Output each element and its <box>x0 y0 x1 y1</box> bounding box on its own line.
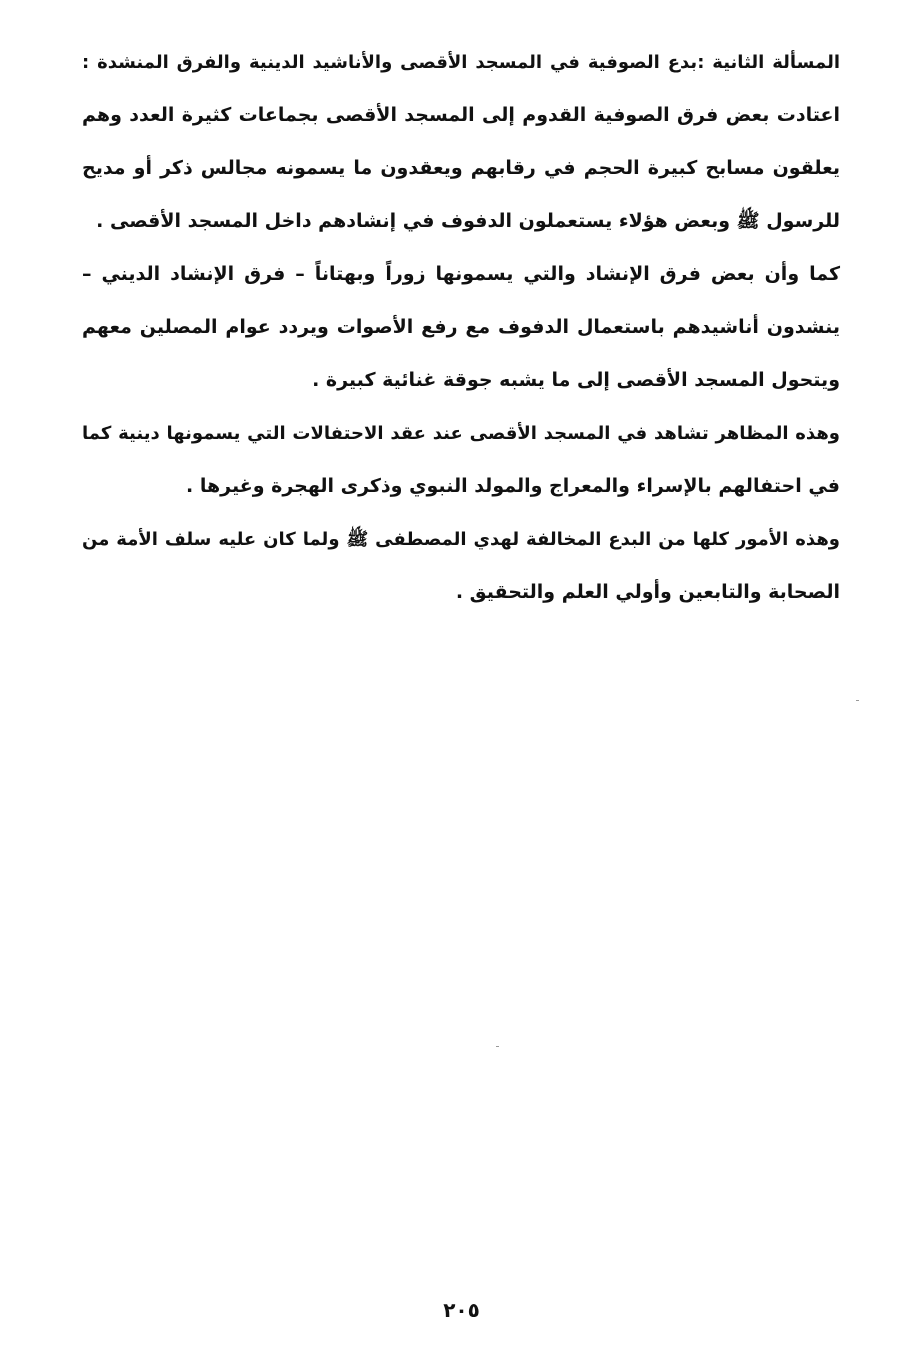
text-line: اعتادت بعض فرق الصوفية القدوم إلى المسجد الأقصى بجماعات كثيرة العدد وهم <box>82 104 840 126</box>
section-heading: المسألة الثانية :بدع الصوفية في المسجد الأقصى والأناشيد الدينية والفرق المنشدة : <box>82 52 840 73</box>
text-line: ينشدون أناشيدهم باستعمال الدفوف مع رفع الأصوات ويردد عوام المصلين معهم <box>82 316 840 338</box>
text-line: في احتفالهم بالإسراء والمعراج والمولد النبوي وذكرى الهجرة وغيرها . <box>186 475 840 497</box>
scan-speck <box>856 700 859 701</box>
text-line: ويتحول المسجد الأقصى إلى ما يشبه جوقة غنائية كبيرة . <box>312 369 840 391</box>
body-text <box>82 36 840 619</box>
text-line: كما وأن بعض فرق الإنشاد والتي يسمونها زوراً وبهتاناً – فرق الإنشاد الديني – <box>82 263 840 285</box>
text-line: يعلقون مسابح كبيرة الحجم في رقابهم ويعقدون ما يسمونه مجالس ذكر أو مديح <box>82 157 840 179</box>
text-line: وهذه الأمور كلها من البدع المخالفة لهدي المصطفى ﷺ ولما كان عليه سلف الأمة من <box>82 529 840 550</box>
page-number: ٢٠٥ <box>443 1298 480 1322</box>
text-line: للرسول ﷺ وبعض هؤلاء يستعملون الدفوف في إنشادهم داخل المسجد الأقصى . <box>96 210 840 232</box>
scan-speck <box>496 1046 499 1047</box>
text-line: الصحابة والتابعين وأولي العلم والتحقيق . <box>455 581 840 603</box>
text-line: وهذه المظاهر تشاهد في المسجد الأقصى عند عقد الاحتفالات التي يسمونها دينية كما <box>82 423 840 444</box>
